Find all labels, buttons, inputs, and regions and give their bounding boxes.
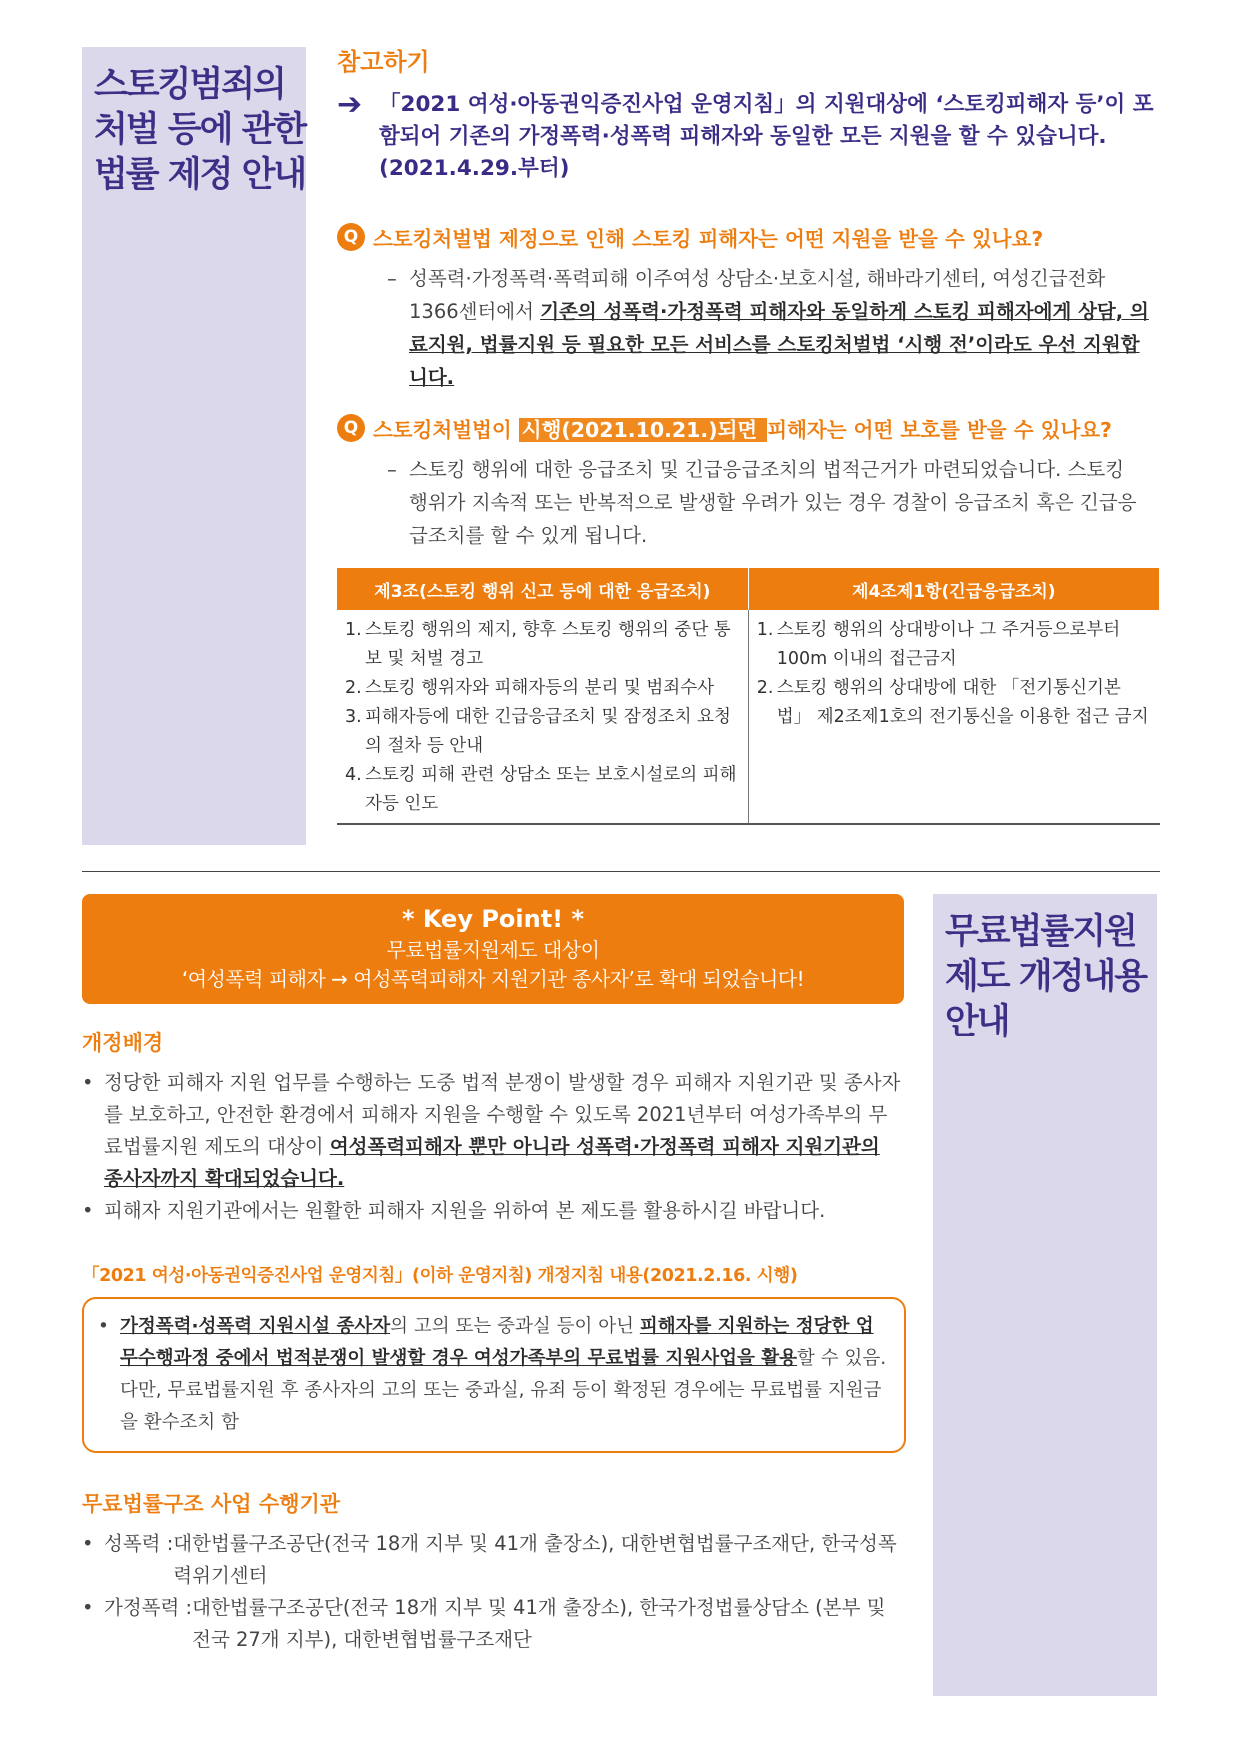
- table-col-1: [337, 610, 748, 824]
- q-badge-icon: Q: [337, 414, 365, 442]
- answer-2: [387, 453, 1160, 552]
- list-item: 4. 스토킹 피해 관련 상담소 또는 보호시설로의 피해자등 인도: [345, 765, 737, 814]
- list-item: 1. 스토킹 행위의 제지, 향후 스토킹 행위의 중단 통보 및 처벌 경고: [345, 620, 731, 669]
- question-1-text: 스토킹처벌법 제정으로 인해 스토킹 피해자는 어떤 지원을 받을 수 있나요?: [373, 227, 1044, 251]
- answer-2-text: 스토킹 행위에 대한 응급조치 및 긴급응급조치의 법적근거가 마련되었습니다. 스토킹 행위가 지속적 또는 반복적으로 발생할 우려가 있는 경우 경찰이 응급조치 혹은 긴급응급조치를 할 수 있게 됩니다.: [409, 458, 1137, 547]
- table-header-1: 제3조(스토킹 행위 신고 등에 대한 응급조치): [337, 568, 748, 610]
- question-2-text: 스토킹처벌법이 시행(2021.10.21.)되면 피해자는 어떤 보호를 받을 수 있나요?: [373, 418, 1112, 442]
- list-item: 3. 피해자등에 대한 긴급응급조치 및 잠정조치 요청의 절차 등 안내: [345, 707, 731, 756]
- question-2-highlight: 시행(2021.10.21.)되면: [519, 418, 768, 442]
- bullet-icon: •: [82, 1532, 94, 1555]
- reference-title: 참고하기: [337, 48, 430, 76]
- top-side-panel: [82, 47, 306, 845]
- question-1: [337, 222, 1160, 394]
- list-item: • 정당한 피해자 지원 업무를 수행하는 도중 법적 분쟁이 발생할 경우 피해자 지원기관 및 종사자를 보호하고, 안전한 환경에서 피해자 지원을 수행할 수 있도록 2021년부터 여성가족부의 무료법률지원 제도의 대상이 여성폭력피해자 뿐만 아니라 성폭력·가정폭력 피해자 지원기관의 종사자까지 확대되었습니다.: [82, 1067, 904, 1195]
- list-item: 2. 스토킹 행위자와 피해자등의 분리 및 범죄수사: [345, 678, 715, 698]
- list-item: • 가정폭력 : 대한법률구조공단(전국 18개 지부 및 41개 출장소), 한국가정법률상담소 (본부 및 전국 27개 지부), 대한변협법률구조재단: [82, 1592, 904, 1656]
- measures-table: [337, 568, 1160, 825]
- key-point-line-1: 무료법률지원제도 대상이: [386, 938, 600, 962]
- list-item: • 성폭력 : 대한법률구조공단(전국 18개 지부 및 41개 출장소), 대한변협법률구조재단, 한국성폭력위기센터: [82, 1528, 904, 1592]
- table-header-2: 제4조제1항(긴급응급조치): [748, 568, 1159, 610]
- measures-table-wrap: [337, 568, 1160, 825]
- reference-text: 「2021 여성·아동권익증진사업 운영지침」의 지원대상에 ‘스토킹피해자 등’이 포함되어 기존의 가정폭력·성폭력 피해자와 동일한 모든 지원을 할 수 있습니다.(2021.4.29.부터): [379, 92, 1154, 181]
- key-point-line-2: ‘여성폭력 피해자 → 여성폭력피해자 지원기관 종사자’로 확대 되었습니다!: [181, 967, 805, 991]
- guide-box: [82, 1297, 906, 1453]
- org-section: [82, 1488, 904, 1656]
- answer-1-plain: 성폭력·가정폭력·폭력피해 이주여성 상담소·보호시설, 해바라기센터, 여성긴급전화 1366센터에서: [409, 267, 1106, 323]
- bullet-icon: •: [82, 1199, 94, 1222]
- list-item: 2. 스토킹 행위의 상대방에 대한 「전기통신기본법」 제2조제1호의 전기통신을 이용한 접근 금지: [756, 678, 1149, 727]
- bullet-icon: •: [82, 1071, 94, 1094]
- answer-1: [387, 262, 1160, 394]
- org-title: 무료법률구조 사업 수행기관: [82, 1492, 341, 1516]
- guide-title: 「2021 여성·아동권익증진사업 운영지침」(이하 운영지침) 개정지침 내용(2021.2.16. 시행): [82, 1266, 798, 1286]
- list-item: 1. 스토킹 행위의 상대방이나 그 주거등으로부터 100m 이내의 접근금지: [756, 620, 1121, 669]
- reference-section: [337, 42, 1160, 185]
- bottom-side-title: 무료법률지원 제도 개정내용 안내: [945, 912, 1147, 1042]
- table-col-2: [748, 610, 1159, 824]
- q-badge-icon: Q: [337, 223, 365, 251]
- reference-row: [337, 89, 1160, 185]
- top-side-title: 스토킹범죄의 처벌 등에 관한 법률 제정 안내: [94, 65, 306, 195]
- list-item: • 가정폭력·성폭력 지원시설 종사자의 고의 또는 중과실 등이 아닌 피해자를 지원하는 정당한 업무수행과정 중에서 법적분쟁이 발생할 경우 여성가족부의 무료법률 지원사업을 활용할 수 있음. 다만, 무료법률지원 후 종사자의 고의 또는 중과실, 유죄 등이 확정된 경우에는 무료법률 지원금을 환수조치 함: [98, 1311, 888, 1439]
- dash-icon: –: [387, 458, 397, 481]
- background-title: 개정배경: [82, 1031, 164, 1055]
- bullet-icon: •: [82, 1596, 94, 1619]
- list-item: • 피해자 지원기관에서는 원활한 피해자 지원을 위하여 본 제도를 활용하시길 바랍니다.: [82, 1195, 904, 1227]
- question-2: [337, 413, 1160, 552]
- key-point-title: * Key Point! *: [401, 905, 585, 933]
- bottom-side-panel: [933, 894, 1157, 1696]
- bullet-icon: •: [98, 1316, 109, 1337]
- section-divider: [82, 871, 1160, 872]
- dash-icon: –: [387, 267, 397, 290]
- key-point-banner: [82, 894, 904, 1004]
- background-section: [82, 1027, 904, 1227]
- answer-1-underlined: 기존의 성폭력·가정폭력 피해자와 동일하게 스토킹 피해자에게 상담, 의료지원, 법률지원 등 필요한 모든 서비스를 스토킹처벌법 ‘시행 전’이라도 우선 지원합니다.: [409, 300, 1149, 389]
- background-underlined: 여성폭력피해자 뿐만 아니라 성폭력·가정폭력 피해자 지원기관의 종사자까지 확대되었습니다.: [104, 1135, 880, 1190]
- arrow-right-icon: ➔: [337, 87, 363, 122]
